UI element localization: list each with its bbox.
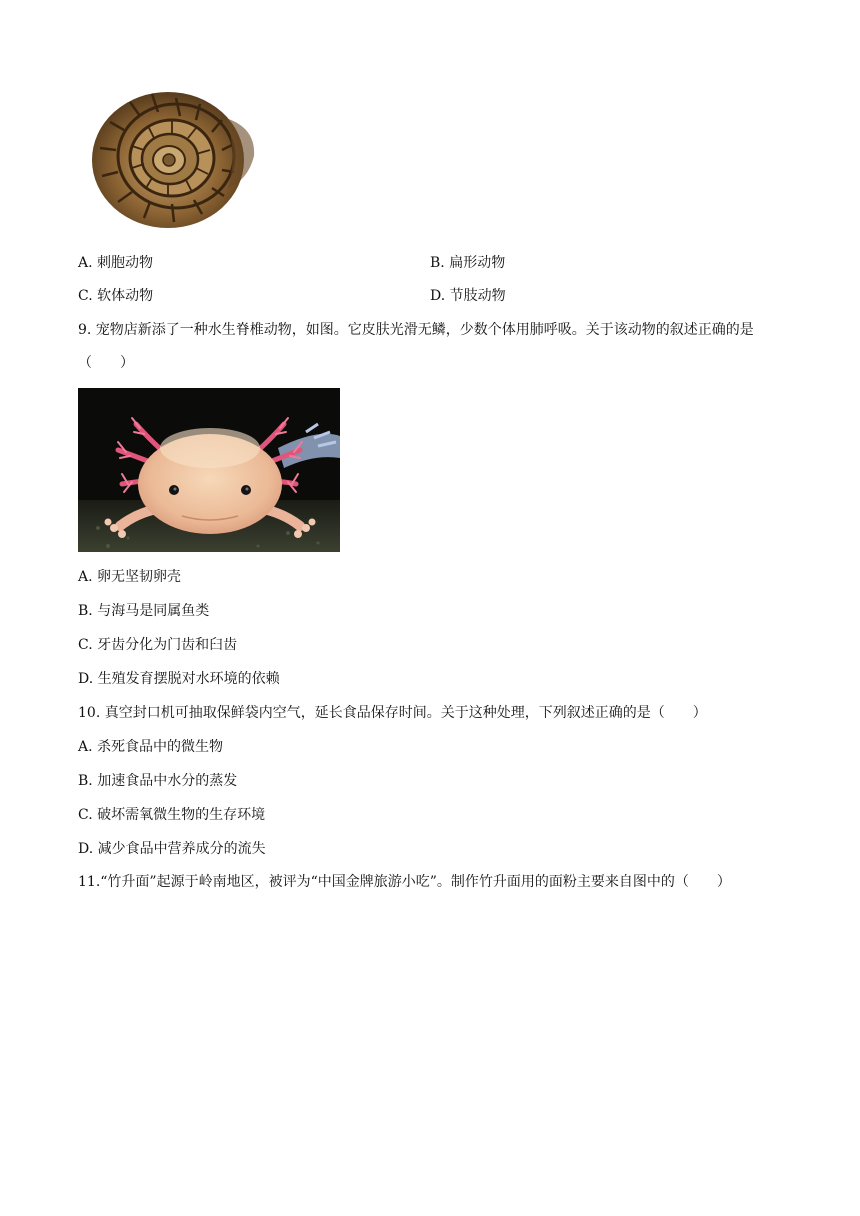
ammonite-fossil-image — [88, 84, 260, 230]
q9-option-c: C. 牙齿分化为门齿和臼齿 — [78, 637, 238, 653]
q10-option-a: A. 杀死食品中的微生物 — [78, 739, 224, 755]
q8-option-d: D. 节肢动物 — [430, 288, 506, 304]
q8-option-a: A. 刺胞动物 — [78, 255, 154, 271]
q11-stem: 11.“竹升面”起源于岭南地区，被评为“中国金牌旅游小吃”。制作竹升面用的面粉主要来自图中的（ ） — [78, 874, 731, 890]
axolotl-image — [78, 388, 340, 552]
q10-option-b: B. 加速食品中水分的蒸发 — [78, 773, 238, 789]
q8-option-b: B. 扁形动物 — [430, 255, 506, 271]
q9-option-a: A. 卵无坚韧卵壳 — [78, 569, 182, 585]
q9-stem: 9. 宠物店新添了一种水生脊椎动物，如图。它皮肤光滑无鳞，少数个体用肺呼吸。关于该动物的叙述正确的是（ ） — [78, 322, 754, 371]
q9-option-b: B. 与海马是同属鱼类 — [78, 603, 210, 619]
q9-option-d: D. 生殖发育摆脱对水环境的依赖 — [78, 671, 280, 687]
q10-option-d: D. 减少食品中营养成分的流失 — [78, 841, 266, 857]
q10-stem: 10. 真空封口机可抽取保鲜袋内空气，延长食品保存时间。关于这种处理，下列叙述正确的是（ ） — [78, 705, 707, 721]
q8-option-c: C. 软体动物 — [78, 288, 154, 304]
q10-option-c: C. 破坏需氧微生物的生存环境 — [78, 807, 266, 823]
